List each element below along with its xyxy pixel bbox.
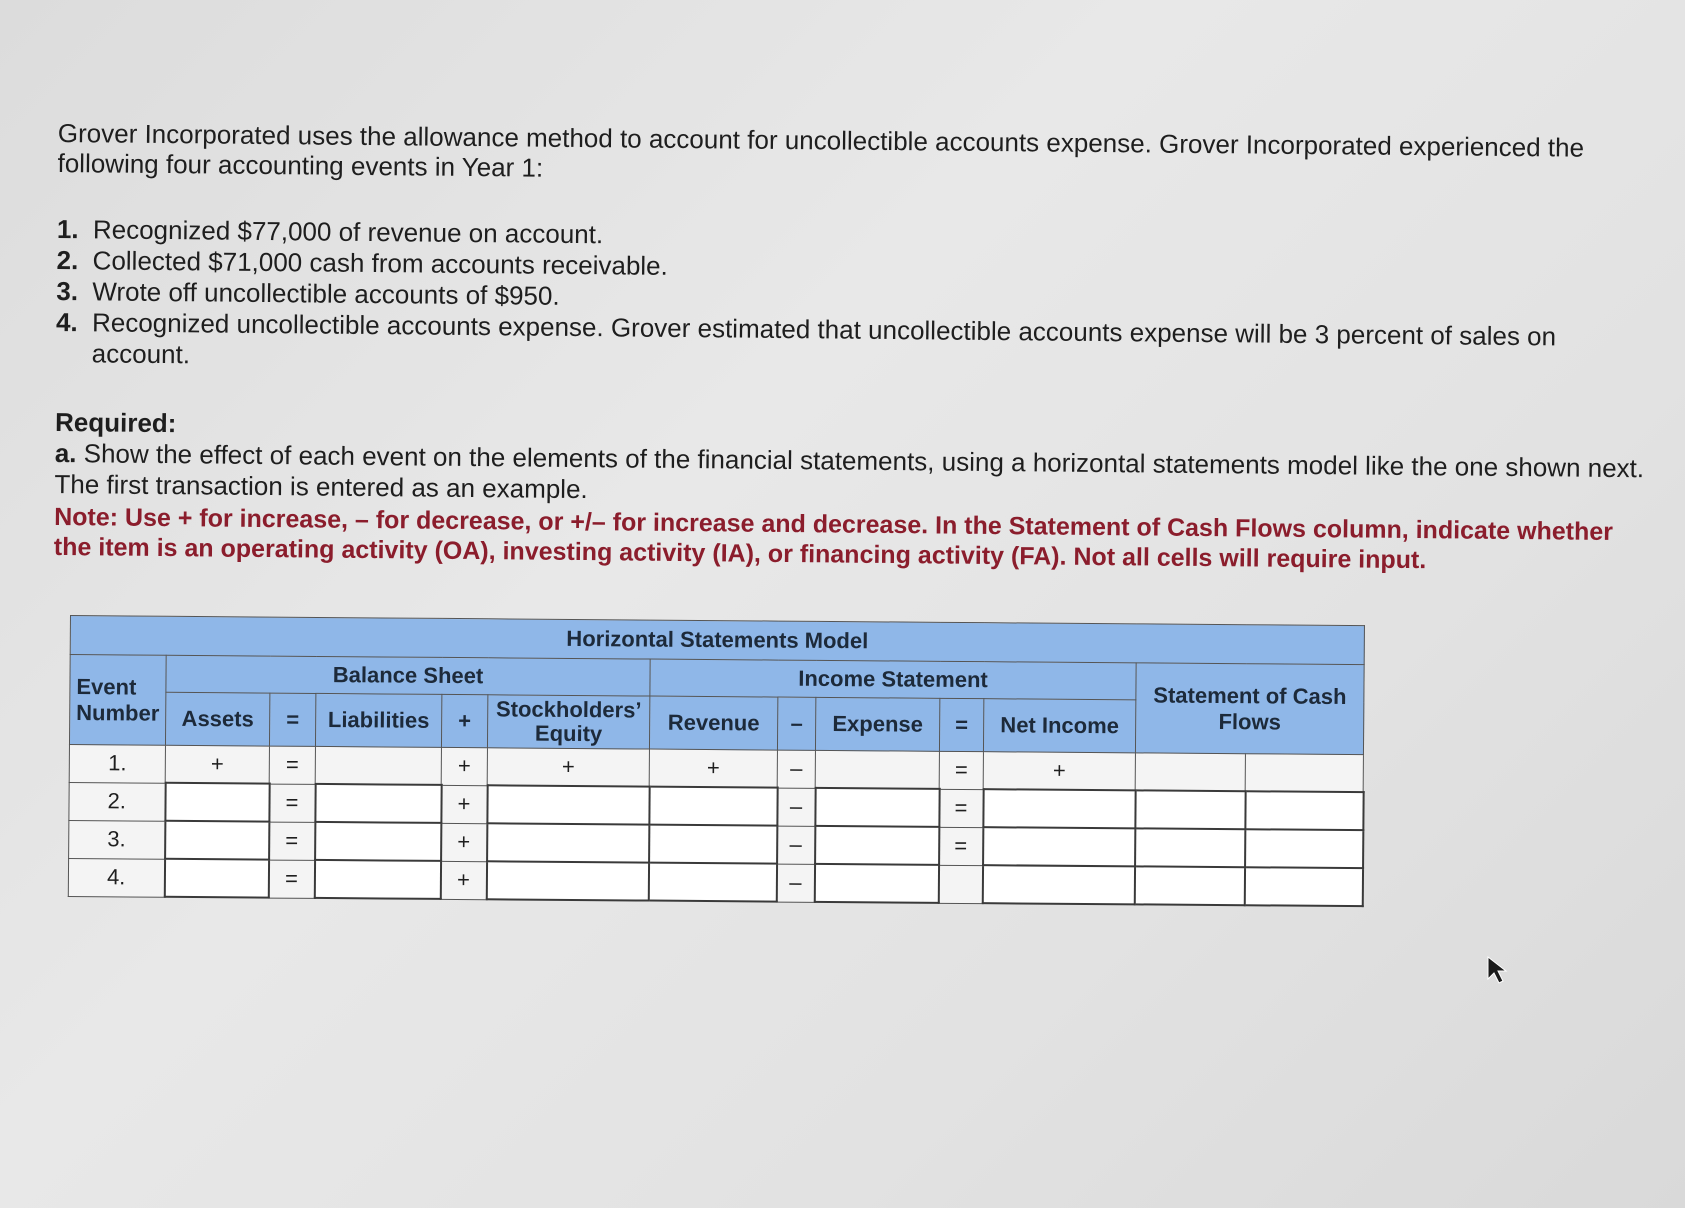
cash-flow-input[interactable]: [1135, 828, 1245, 867]
cash-flow-input[interactable]: [1135, 790, 1245, 829]
expense-input[interactable]: [815, 826, 939, 865]
equals-cell: =: [269, 784, 315, 822]
cash-flow-activity-input[interactable]: [1245, 791, 1363, 830]
expense-header: Expense: [815, 697, 939, 751]
equals-cell: =: [939, 789, 983, 827]
events-list: [56, 214, 1667, 384]
net-income-cell: +: [983, 752, 1135, 791]
event-number: 3.: [56, 275, 79, 307]
revenue-input[interactable]: [649, 825, 777, 864]
event-number: 2.: [56, 244, 79, 276]
minus-cell: –: [777, 826, 815, 864]
income-statement-header: Income Statement: [650, 659, 1136, 700]
minus-cell: –: [776, 864, 814, 902]
plus-cell: +: [441, 785, 487, 823]
cash-flow-activity-input[interactable]: [1244, 867, 1362, 906]
cash-flow-activity-input[interactable]: [1245, 829, 1363, 868]
minus-header: –: [777, 697, 815, 750]
assets-input[interactable]: [165, 783, 269, 822]
stockholders-equity-header: Stockholders’ Equity: [487, 695, 649, 749]
equals-cell: =: [939, 751, 983, 789]
equity-input[interactable]: [486, 861, 648, 900]
event-cell: 2.: [69, 782, 165, 821]
expense-input[interactable]: [814, 864, 938, 903]
event-text: Recognized $77,000 of revenue on account.: [92, 214, 604, 250]
event-text: Recognized uncollectible accounts expense. Grover estimated that uncollectible accounts expense will be 3 percent of sales on account.: [91, 307, 1557, 370]
cash-flows-header: Statement of Cash Flows: [1135, 663, 1364, 755]
assets-input[interactable]: [164, 859, 268, 898]
expense-cell: [815, 750, 939, 788]
required-title: Required:: [54, 406, 177, 439]
assets-header: Assets: [165, 692, 269, 746]
assets-cell: +: [165, 745, 269, 783]
equals-cell: =: [268, 860, 314, 898]
plus-header: +: [441, 694, 487, 747]
equals-header: =: [269, 693, 315, 746]
horizontal-statements-model-table: [68, 615, 1366, 907]
balance-sheet-header: Balance Sheet: [166, 655, 650, 696]
revenue-cell: +: [649, 749, 777, 788]
net-income-input[interactable]: [983, 827, 1135, 866]
net-income-input[interactable]: [983, 789, 1135, 828]
liabilities-input[interactable]: [315, 784, 441, 823]
cash-flow-activity-cell: [1245, 754, 1363, 792]
liabilities-input[interactable]: [314, 860, 440, 899]
net-income-header: Net Income: [983, 699, 1135, 753]
event-text: Collected $71,000 cash from accounts receivable.: [92, 245, 668, 281]
event-cell: 1.: [69, 744, 165, 782]
cash-flow-input[interactable]: [1134, 866, 1244, 905]
liabilities-input[interactable]: [315, 822, 441, 861]
event-text: Wrote off uncollectible accounts of $950.: [92, 276, 560, 311]
cash-flow-cell: [1135, 753, 1245, 791]
equity-input[interactable]: [487, 823, 649, 862]
equals-cell: [938, 865, 982, 903]
equals-cell: =: [939, 827, 983, 865]
assets-input[interactable]: [165, 821, 269, 860]
minus-cell: –: [777, 788, 815, 826]
liabilities-cell: [315, 746, 441, 784]
equals-header: =: [939, 698, 983, 751]
equals-cell: =: [269, 746, 315, 784]
event-number: 4.: [55, 306, 78, 338]
equity-cell: +: [487, 748, 649, 787]
net-income-input[interactable]: [982, 865, 1134, 904]
plus-cell: +: [441, 747, 487, 785]
table-title: Horizontal Statements Model: [70, 616, 1364, 665]
intro-paragraph: Grover Incorporated uses the allowance method to account for uncollectible accounts expense. Grover Incorporated experienced the following four accounting events in Year 1:: [57, 118, 1585, 183]
equity-input[interactable]: [487, 785, 649, 824]
event-number-header: Event Number: [69, 655, 166, 746]
mouse-cursor-icon: [1486, 955, 1512, 985]
liabilities-header: Liabilities: [315, 693, 441, 747]
event-cell: 4.: [68, 858, 164, 897]
part-a-label: a.: [54, 437, 77, 469]
problem-text: [54, 118, 1668, 577]
equals-cell: =: [269, 822, 315, 860]
revenue-input[interactable]: [648, 863, 776, 902]
instruction-note: Note: Use + for increase, – for decrease, or +/– for increase and decrease. In the Statement of Cash Flows column, indicate whether the item is an operating activity (OA), investing activity (IA), or financing activity (FA). Not all cells will require input.: [53, 502, 1614, 575]
plus-cell: +: [441, 823, 487, 861]
revenue-header: Revenue: [649, 696, 777, 750]
revenue-input[interactable]: [649, 787, 777, 826]
required-section: [54, 407, 1665, 577]
plus-cell: +: [440, 861, 486, 899]
event-number: 1.: [56, 213, 79, 245]
minus-cell: –: [777, 750, 815, 788]
expense-input[interactable]: [815, 788, 939, 827]
part-a-text: Show the effect of each event on the elements of the financial statements, using a horizontal statements model like the one shown next. The first transaction is entered as an example.: [54, 438, 1645, 505]
event-cell: 3.: [69, 820, 165, 859]
